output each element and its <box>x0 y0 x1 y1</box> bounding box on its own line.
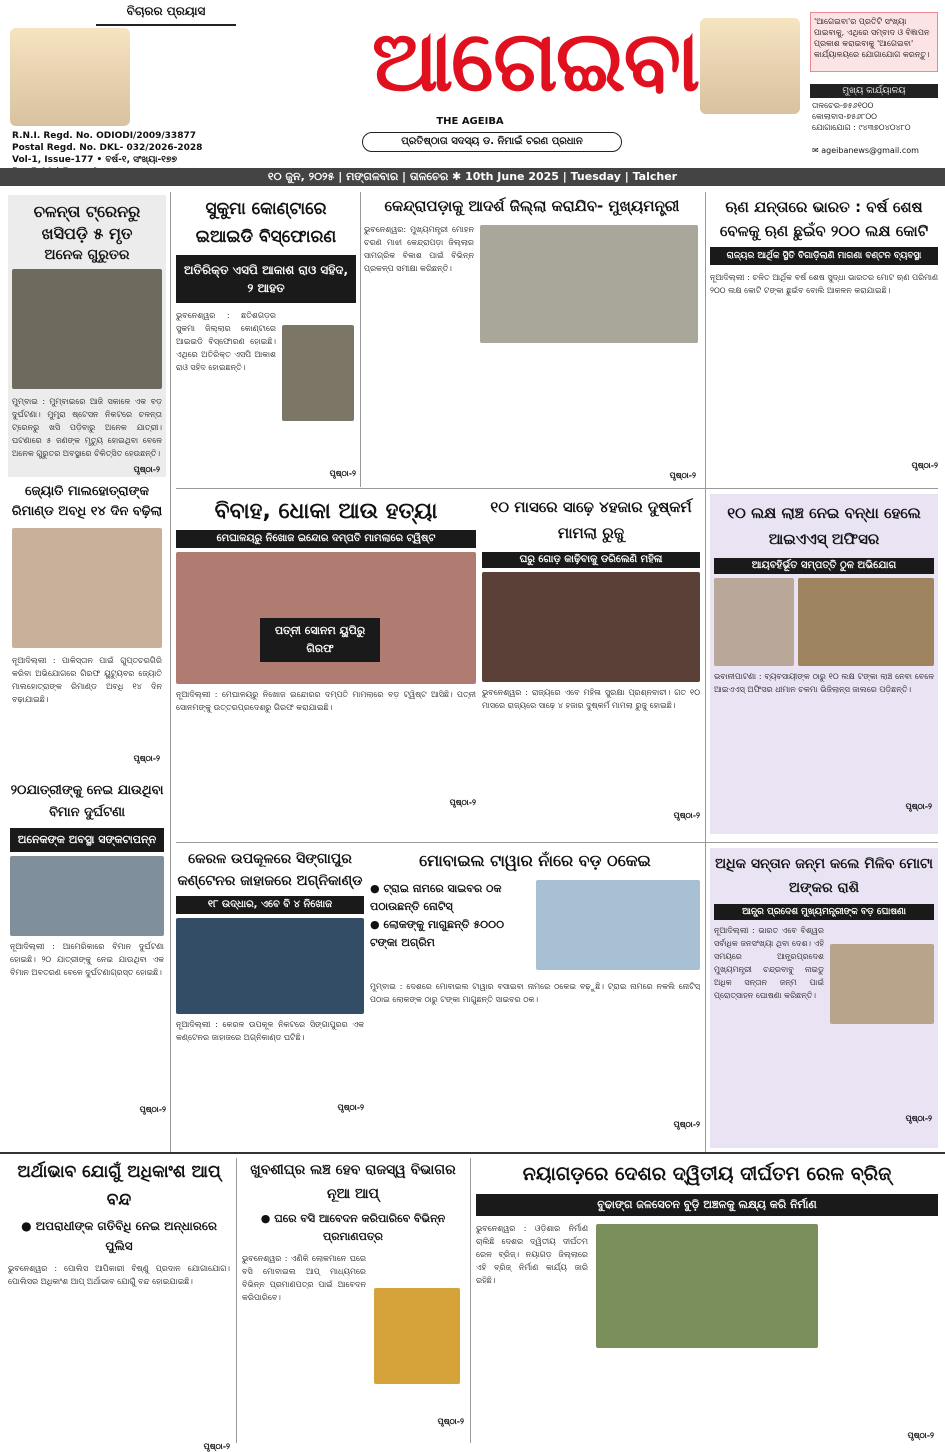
row-divider <box>0 1152 945 1154</box>
subheadline: ଘରୁ ଗୋଡ଼ କାଢ଼ିବାକୁ ଡରିଲେଣି ମହିଳା <box>482 552 700 568</box>
headline: ସୁକୁମା କୋଣ୍ଟାରେ ଇଆଇଡି ବିସ୍ଫୋରଣ <box>195 199 337 247</box>
body-text: ନୂଆଦିଲ୍ଲୀ : ପାକିସ୍ତାନ ପାଇଁ ଗୁପ୍ତଚରଗିରି କରିବା ଅଭିଯୋଗରେ ଗିରଫ ୟୁଟ୍ୟୁବର ଜ୍ୟୋତି ମାଲହୋତ୍ରାଙ୍କ ରିମାଣ୍ଡ ଅବଧି ୧୪ ଦିନ ବଢ଼ାଯାଇଛି। <box>12 656 162 704</box>
subheadline <box>8 1216 230 1256</box>
officer-photo <box>282 325 354 421</box>
story-ias-bribe[interactable] <box>710 494 938 834</box>
founder-line: ପ୍ରତିଷ୍ଠାତା ସଦସ୍ୟ ଡ. ନିମାଇଁ ଚରଣ ପ୍ରଧାନ <box>362 132 622 152</box>
office-label: ମୁଖ୍ୟ କାର୍ଯ୍ୟାଳୟ <box>810 84 938 98</box>
bullet-text: ଟ୍ରାଇ ନାମରେ ସାଇବର ଠକ ପଠାଉଛନ୍ତି ନୋଟିସ୍ <box>370 882 502 913</box>
subscription-promo: 'ଆଗେଇବା'ର ପ୍ରତିଟି ସଂଖ୍ୟା ପାଇବାକୁ, ଏଥିରେ ସମ୍ବାଦ ଓ ବିଜ୍ଞାପନ ପ୍ରକାଶ କରାଇବାକୁ 'ଆଗେଇବା' କାର୍ଯ୍ୟାଳୟରେ ଯୋଗାଯୋଗ କରନ୍ତୁ। <box>810 12 938 72</box>
page-ref: ପୃଷ୍ଠା-୨ <box>669 471 696 480</box>
body-text: ଭବାନୀପାଟଣା : ବ୍ୟବସାୟୀଙ୍କ ଠାରୁ ୧୦ ଲକ୍ଷ ଟଙ୍କା ଲାଞ୍ଚ ନେବା ବେଳେ ଆଇଏଏସ୍ ଅଫିସର ଧୀମାନ ଚକମା ଭିଜିଲାନ୍ସ ଜାଲରେ ପଡ଼ିଛନ୍ତି। <box>714 672 934 694</box>
bridge-photo <box>596 1224 818 1348</box>
subheadline <box>242 1210 464 1246</box>
body-text: ଭୁବନେଶ୍ୱର : ପୋଲିସ ଆପିକାରୀ ବିଷ୍ଣୁ ପ୍ରଦାନ ଯୋଗାଯୋଗ। ପୋଲିସର ଅଧିକାଂଶ ଆପ୍ ଅର୍ଥାଭାବ ଯୋଗୁଁ ବନ୍ଦ ହୋଇଯାଇଛି। <box>8 1264 230 1286</box>
bullet-icon: ● <box>370 918 384 931</box>
phone-3: ଯୋଗାଯୋଗ : ୯୪୩୭୦୪୦୪୮୦ <box>812 123 911 132</box>
subheadline-text: ଅପରାଧୀଙ୍କ ଗତିବିଧି ନେଇ ଅନ୍ଧାରରେ ପୁଲିସ <box>35 1219 217 1253</box>
story-police-app[interactable] <box>8 1158 230 1451</box>
headline: ଜ୍ୟୋତି ମାଲହୋତ୍ରାଙ୍କ ରିମାଣ୍ଡ ଅବଧି ୧୪ ଦିନ ବଢ଼ିଲା <box>11 484 163 519</box>
subheadline: ୧୮ ଉଦ୍ଧାର, ଏବେ ବି ୪ ନିଖୋଜ <box>176 896 364 914</box>
burning-ship-photo <box>176 918 364 1014</box>
story-ied-blast[interactable] <box>176 195 356 485</box>
subheadline: ଆୟବହିର୍ଭୂତ ସମ୍ପତ୍ତି ଠୁଳ ଅଭିଯୋଗ <box>714 558 934 574</box>
meeting-photo <box>480 225 698 343</box>
phone-1: ତାଳଚେର-୭୫୬୧୦୦ <box>812 101 874 110</box>
page-ref: ପୃଷ୍ଠା-୨ <box>437 1417 464 1426</box>
body-text: ନୂଆଦିଲ୍ଲୀ : ଭାରତ ଏବେ ବିଶ୍ୱର ସର୍ବାଧିକ ଜନସଂଖ୍ୟା ଥିବା ଦେଶ। ଏହି ସମୟରେ ଆନ୍ଧ୍ରପ୍ରଦେଶ ମୁଖ୍ୟମନ୍ତ୍ରୀ ଚନ୍ଦ୍ରବାବୁ ନାଇଡୁ ଅଧିକ ସନ୍ତାନ ଜନ୍ମ ପାଇଁ ପ୍ରୋତ୍ସାହନ ଘୋଷଣା କରିଛନ୍ତି। <box>714 926 824 1000</box>
page-ref: ପୃଷ୍ଠା-୨ <box>139 1105 166 1114</box>
body-text: ଭୁବନେଶ୍ୱର : ରାଜ୍ୟରେ ଏବେ ମହିଳା ସୁରକ୍ଷା ପ୍ରଶ୍ନବାଚୀ। ଗତ ୧୦ ମାସରେ ରାଜ୍ୟରେ ସାଢ଼େ ୪ ହଜାର ଦୁଷ୍କର୍ମ ମାମଲା ରୁଜୁ ହୋଇଛି। <box>482 688 700 710</box>
headline: ୧୦ ମାସରେ ସାଢ଼େ ୪ହଜାର ଦୁଷ୍କର୍ମ ମାମଲା ରୁଜୁ <box>490 498 692 542</box>
story-kendrapada[interactable] <box>364 195 700 485</box>
row-divider <box>176 842 938 843</box>
page-ref: ପୃଷ୍ଠା-୨ <box>907 1431 934 1440</box>
bullet-icon: ● <box>370 882 384 895</box>
illustration-photo <box>482 572 700 682</box>
headline: ନୟାଗଡ଼ରେ ଦେଶର ଦ୍ୱିତୀୟ ଦୀର୍ଘତମ ରେଳ ବ୍ରିଜ୍ <box>522 1163 892 1185</box>
story-ship-fire[interactable] <box>176 848 364 1148</box>
page-ref: ପୃଷ୍ଠା-୨ <box>905 802 932 811</box>
tower-photo <box>536 880 700 970</box>
headline: କେରଳ ଉପକୂଳରେ ସିଙ୍ଗାପୁର କଣ୍ଟେନର ଜାହାଜରେ ଅଗ୍ନିକାଣ୍ଡ <box>177 851 363 889</box>
headline: ଖୁବଶୀଘ୍ର ଲଞ୍ଚ ହେବ ରାଜସ୍ୱ ବିଭାଗର ନୂଆ ଆପ୍ <box>250 1162 456 1202</box>
page-ref: ପୃଷ୍ଠା-୨ <box>133 754 160 763</box>
page-ref: ପୃଷ୍ଠା-୨ <box>673 811 700 820</box>
headline: ଅର୍ଥାଭାବ ଯୋଗୁଁ ଅଧିକାଂଶ ଆପ୍ ବନ୍ଦ <box>17 1162 221 1210</box>
reg-rni: R.N.I. Regd. No. ODIODI/2009/33877 <box>12 131 196 141</box>
subheadline: ଅନେକଙ୍କ ଅବସ୍ଥା ସଙ୍କଟାପନ୍ନ <box>10 828 164 852</box>
masthead-title: ଆଗେଇବା <box>371 12 699 110</box>
body-text: ନୂଆଦିଲ୍ଲୀ : ମେଘାଳୟରୁ ନିଖୋଜ ଇନ୍ଦୋରର ଦମ୍ପତି ମାମଲାରେ ବଡ଼ ଟ୍ୱିଷ୍ଟ ଆସିଛି। ପତ୍ନୀ ସୋନମଙ୍କୁ ଉତ୍ତରପ୍ରଦେଶରୁ ଗିରଫ କରାଯାଇଛି। <box>176 690 476 712</box>
bullet-text: ଲୋକଙ୍କୁ ମାଗୁଛନ୍ତି ୫୦୦୦ ଟଙ୍କା ଅଗ୍ରିମ <box>370 918 505 949</box>
deity-image-right <box>700 18 800 114</box>
phone-numbers <box>812 100 938 133</box>
subheadline: ଅନେକ ଗୁରୁତର <box>44 247 130 263</box>
story-train[interactable] <box>8 195 166 477</box>
page-ref: ପୃଷ୍ଠା-୨ <box>911 461 938 470</box>
subheadline: ଆନ୍ଧ୍ର ପ୍ରଦେଶ ମୁଖ୍ୟମନ୍ତ୍ରୀଙ୍କ ବଡ଼ ଘୋଷଣା <box>714 904 934 920</box>
story-marriage-murder[interactable] <box>176 494 476 834</box>
minister-photo <box>374 1288 460 1384</box>
headline: ଋଣ ଯନ୍ତାରେ ଭାରତ : ବର୍ଷ ଶେଷ ବେଳକୁ ଋଣ ଛୁଇଁବ ୨୦୦ ଲକ୍ଷ କୋଟି <box>719 198 929 240</box>
masthead-tagline: ବିଚାରର ପ୍ରୟାସ <box>96 4 236 26</box>
phone-2: କୋଲାବାସ-୭୫୬୮୦୦ <box>812 112 877 121</box>
bullet-1 <box>370 880 530 916</box>
cash-photo <box>798 578 934 666</box>
email-text: ageibanews@gmail.com <box>821 146 919 155</box>
headline: କେନ୍ଦ୍ରାପଡ଼ାକୁ ଆଦର୍ଶ ଜିଲ୍ଲା କରାଯିବ- ମୁଖ୍ୟମନ୍ତ୍ରୀ <box>384 197 680 215</box>
story-rape-cases[interactable] <box>482 494 700 834</box>
body-text: ନୂଆଦିଲ୍ଲୀ : ଆମେରିକାରେ ବିମାନ ଦୁର୍ଘଟଣା ହୋଇଛି। ୨୦ ଯାତ୍ରୀଙ୍କୁ ନେଇ ଯାଉଥିବା ଏକ ବିମାନ ଅବତରଣ ବେଳେ ଦୁର୍ଘଟଣାଗ୍ରସ୍ତ ହୋଇଛି। <box>10 942 164 977</box>
story-plane-crash[interactable] <box>8 780 166 1150</box>
col-divider <box>360 192 361 487</box>
subheadline: ଅତିରିକ୍ତ ଏସପି ଆକାଶ ରାଓ ସହିଦ, ୨ ଆହତ <box>176 255 356 303</box>
headline: ୨୦ଯାତ୍ରୀଙ୍କୁ ନେଇ ଯାଉଥିବା ବିମାନ ଦୁର୍ଘଟଣା <box>10 783 164 820</box>
story-tower-fraud[interactable] <box>370 848 700 1148</box>
body-text: ଭୁବନେଶ୍ୱର: ମୁଖ୍ୟମନ୍ତ୍ରୀ ମୋହନ ଚରଣ ମାଝୀ କେନ୍ଦ୍ରାପଡ଼ା ଜିଲ୍ଲାର ସାମଗ୍ରିକ ବିକାଶ ପାଇଁ ବିଭିନ୍ନ ପ୍ରକଳ୍ପ ସମୀକ୍ଷା କରିଛନ୍ତି। <box>364 225 474 273</box>
page-ref: ପୃଷ୍ଠା-୨ <box>203 1442 230 1451</box>
col-divider <box>236 1158 237 1443</box>
page-ref: ପୃଷ୍ଠା-୨ <box>905 1114 932 1123</box>
col-divider <box>705 192 706 1152</box>
subheadline-text: ଘରେ ବସି ଆବେଦନ କରିପାରିବେ ବିଭିନ୍ନ ପ୍ରମାଣପତ୍ର <box>274 1212 446 1243</box>
deity-image-left <box>10 28 130 126</box>
mail-icon: ✉ <box>812 146 822 155</box>
body-text: ମୁମ୍ବାଇ : ଦେଶରେ ମୋବାଇଲ ଟାୱାର ବସାଇବା ନାମରେ ଠକେଇ ବଢ଼ୁଛି। ଟ୍ରାଇ ନାମରେ ନକଲି ନୋଟିସ୍ ପଠାଇ ଲୋକଙ୍କ ଠାରୁ ଟଙ୍କା ମାଗୁଛନ୍ତି ସାଇବର ଠକ। <box>370 982 700 1004</box>
headline: ଅଧିକ ସନ୍ତାନ ଜନ୍ମ କଲେ ମିଳିବ ମୋଟା ଅଙ୍କର ରାଶି <box>715 856 933 896</box>
page-ref: ପୃଷ୍ଠା-୨ <box>133 465 160 474</box>
email-link[interactable] <box>812 146 940 155</box>
page-ref: ପୃଷ୍ଠା-୨ <box>449 798 476 807</box>
woman-portrait-photo <box>12 528 162 648</box>
bullet-icon: ● <box>260 1212 275 1225</box>
subheadline: ବୁଢାଙ୍ଗ ଜଳସେଚନ ବୁଡ଼ି ଅଞ୍ଚଳକୁ ଲକ୍ଷ୍ୟ କରି ନିର୍ମାଣ <box>476 1194 938 1216</box>
cm-photo <box>830 944 934 1024</box>
railway-track-photo <box>12 269 162 389</box>
page-ref: ପୃଷ୍ଠା-୨ <box>337 1103 364 1112</box>
reg-postal: Postal Regd. No. DKL- 032/2026-2028 <box>12 143 203 153</box>
story-debt[interactable] <box>710 195 938 485</box>
page-ref: ପୃଷ୍ଠା-୨ <box>673 1120 700 1129</box>
row-divider <box>176 488 938 489</box>
dateline-bar: ୧୦ ଜୁନ, ୨୦୨୫ | ମଙ୍ଗଳବାର | ତାଳଚେର ✱ 10th June 2025 | Tuesday | Talcher <box>0 168 945 186</box>
story-andhra-children[interactable] <box>710 848 938 1148</box>
story-remand[interactable] <box>8 482 166 772</box>
reg-volume: Vol-1, Issue-177 • ବର୍ଷ-୧, ସଂଖ୍ୟା-୧୭୭ <box>12 155 177 165</box>
arrest-tag: ପତ୍ନୀ ସୋନମ ୟୁପିରୁ ଗିରଫ <box>260 618 380 662</box>
col-divider <box>470 1158 471 1443</box>
subheadline: ରାଜ୍ୟର ଆର୍ଥିକ ସ୍ଥିତି ବିଗାଡ଼ିଲାଣି ମାଗଣା ବଣ୍ଟନ ବ୍ୟବସ୍ଥା <box>710 247 938 265</box>
body-text: ଭୁବନେଶ୍ୱର : ଏଣିକି ଲୋକମାନେ ଘରେ ବସି ମୋବାଇଲ ଆପ୍ ମାଧ୍ୟମରେ ବିଭିନ୍ନ ପ୍ରମାଣପତ୍ର ପାଇଁ ଆବେଦନ କରିପାରିବେ। <box>242 1254 366 1302</box>
body-text: ନୂଆଦିଲ୍ଲୀ : ଚଳିତ ଆର୍ଥିକ ବର୍ଷ ଶେଷ ସୁଦ୍ଧା ଭାରତର ମୋଟ ଋଣ ପରିମାଣ ୨୦୦ ଲକ୍ଷ କୋଟି ଟଙ୍କା ଛୁଇଁବ ବୋଲି ଆକଳନ କରାଯାଇଛି। <box>710 273 938 295</box>
body-text: ମୁମ୍ବାଇ : ମୁମ୍ବାଇରେ ଆଜି ସକାଳେ ଏକ ବଡ଼ ଦୁର୍ଘଟଣା। ମୁମ୍ବ୍ରା ଷ୍ଟେସନ ନିକଟରେ ଚଳନ୍ତା ଟ୍ରେନରୁ ଖସି ପଡ଼ିବାରୁ ଅନେକ ଯାତ୍ରୀ। ଘଟଣାରେ ୫ ଜଣଙ୍କ ମୃତ୍ୟୁ ହୋଇଥିବା ବେଳେ ଅନେକ ଗୁରୁତର ଅବସ୍ଥାରେ ଚିକିତ୍ସିତ ହେଉଛନ୍ତି। <box>12 397 162 458</box>
plane-crash-photo <box>10 856 164 936</box>
story-rail-bridge[interactable] <box>476 1158 938 1443</box>
col-divider <box>170 192 171 1152</box>
body-text: ଭୁବନେଶ୍ୱର : ଛତିଶଗଡ଼ର ସୁକମା ଜିଲ୍ଲାର କୋଣ୍ଟାରେ ଆଇଇଡି ବିସ୍ଫୋରଣ ହୋଇଛି। ଏଥିରେ ଅତିରିକ୍ତ ଏସପି ଆକାଶ ରାଓ ସହିଦ ହୋଇଛନ୍ତି। <box>176 311 276 372</box>
bullet-icon: ● <box>21 1219 36 1233</box>
body-text: ନୂଆଦିଲ୍ଲୀ : କେରଳ ଉପକୂଳ ନିକଟରେ ସିଙ୍ଗାପୁରର ଏକ କଣ୍ଟେନର ଜାହାଜରେ ଅଗ୍ନିକାଣ୍ଡ ଘଟିଛି। <box>176 1020 364 1042</box>
headline: ବିବାହ, ଧୋକା ଆଉ ହତ୍ୟା <box>214 499 438 524</box>
subheadline: ମେଘାଳୟରୁ ନିଖୋଜ ଇନ୍ଦୋର ଦମ୍ପତି ମାମଲାରେ ଟ୍ୱିଷ୍ଟ <box>176 530 476 548</box>
headline: ମୋବାଇଲ ଟାୱାର ନାଁରେ ବଡ଼ ଠକେଇ <box>419 851 651 870</box>
story-revenue-app[interactable] <box>242 1158 464 1443</box>
body-text: ଭୁବନେଶ୍ୱର : ଓଡ଼ିଶାର ନିର୍ମାଣ ଚାଲିଛି ଦେଶର ଦ୍ୱିତୀୟ ଦୀର୍ଘତମ ରେଳ ବ୍ରିଜ୍। ନୟାଗଡ଼ ଜିଲ୍ଲାରେ ଏହି ବ୍ରିଜ୍ ନିର୍ମାଣ କାର୍ଯ୍ୟ ଜାରି ରହିଛି। <box>476 1224 588 1285</box>
officer-photo <box>714 578 794 666</box>
bullet-2 <box>370 916 530 952</box>
headline: ୧୦ ଲକ୍ଷ ଲାଞ୍ଚ ନେଇ ବନ୍ଧା ହେଲେ ଆଇଏଏସ୍ ଅଫିସର <box>727 504 921 548</box>
headline: ଚଳନ୍ତା ଟ୍ରେନରୁ ଖସିପଡ଼ି ୫ ମୃତ <box>33 202 141 243</box>
masthead-title-en: THE AGEIBA <box>436 116 504 127</box>
page-ref: ପୃଷ୍ଠା-୨ <box>329 469 356 478</box>
